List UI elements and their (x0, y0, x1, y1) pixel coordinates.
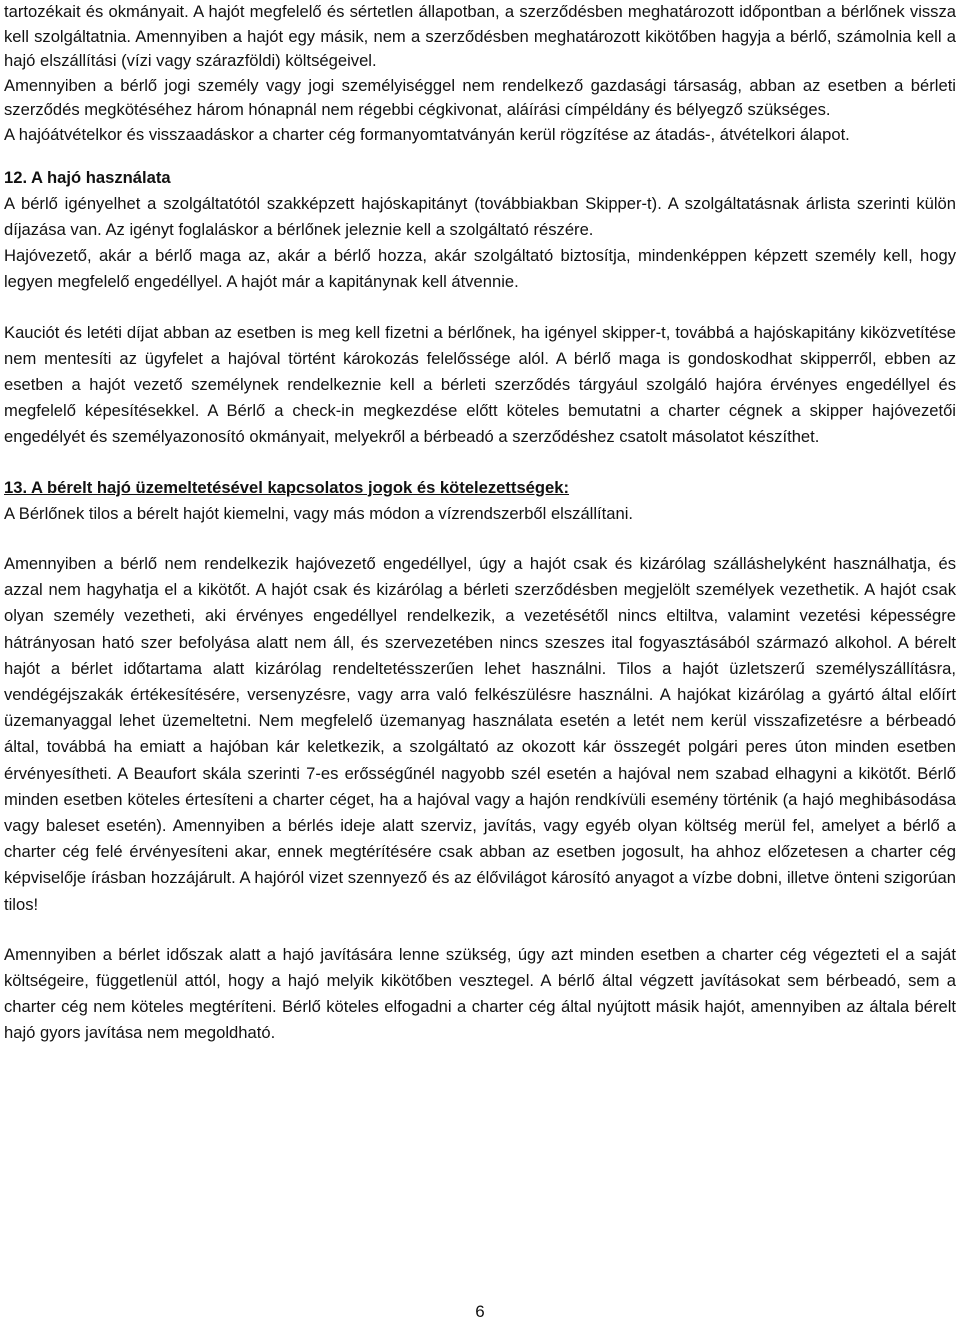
section-13-paragraph: Amennyiben a bérlő nem rendelkezik hajóvezető engedéllyel, úgy a hajót csak és kizárólag szálláshelyként használhatja, és azzal nem hagyhatja el a kikötőt. A hajót csak és kizárólag a bérleti szerződésben megjelölt személyek vezethetik. A hajót csak olyan személy vezetheti, aki érvényes engedéllyel rendelkezik, a vezetésétől nincs eltiltva, valamint vezetési képességre hátrányosan ható szer befolyása alatt nem áll, és szervezetében nincs szeszes ital fogyasztásából származó alkohol. A bérelt hajót a bérlet időtartama alatt kizárólag rendeltetésszerűen lehet használni. Tilos a hajót üzletszerű személyszállításra, vendégéjszakák értékesítésére, versenyzésre, vagy arra való felkészülésre használni. A hajókat kizárólag a gyártó által előírt üzemanyaggal lehet üzemeltetni. Nem megfelelő üzemanyag használata esetén a letét nem kerül visszafizetésre a bérbeadó által, továbbá ha emiatt a hajóban kár keletkezik, a szolgáltató az okozott kár összegét polgári peres úton minden esetben érvényesítheti. A Beaufort skála szerinti 7-es erősségűnél nagyobb szél esetén a hajóval nem szabad elhagyni a kikötőt. Bérlő minden esetben köteles értesíteni a charter céget, ha a hajóval vagy a hajón rendkívüli esemény történik (a hajó meghibásodása vagy baleset esetén). Amennyiben a bérlés ideje alatt szerviz, javítás, vagy egyéb olyan költség merül fel, amelyet a bérlő a charter cég felé érvényesíteni akar, ennek megtérítésére csak abban az esetben jogosult, ha ahhoz előzetesen a charter cég képviselője írásban hozzájárult. A hajóról vizet szennyező és az élővilágot károsító anyagot a vízbe dobni, illetve önteni szigorúan tilos! (4, 554, 956, 914)
section-12-heading: 12. A hajó használata (4, 167, 171, 187)
intro-paragraph: tartozékait és okmányait. A hajót megfelelő és sértetlen állapotban, a szerződésben meghatározott időpontban a bérlőnek vissza kell szolgáltatnia. Amennyiben a hajót egy másik, nem a szerződésben meghatározott kikötőben hagyja a bérlő, számolnia kell a hajó elszállítási (vízi vagy szárazföldi) költségeivel. (4, 2, 956, 71)
section-12-paragraph: Hajóvezető, akár a bérlő maga az, akár a bérlő hozza, akár szolgáltató biztosítja, mindenképpen képzett személy kell, hogy legyen megfelelő engedéllyel. A hajót már a kapitánynak kell átvennie. (4, 246, 956, 292)
intro-paragraph: A hajóátvételkor és visszaadáskor a charter cég formanyomtatványán kerül rögzítése az átadás-, átvételkori álapot. (4, 124, 850, 144)
section-13-heading: 13. A bérelt hajó üzemeltetésével kapcsolatos jogok és kötelezettségek: (4, 477, 570, 497)
document-page (4, 0, 956, 1047)
spacer (4, 296, 956, 320)
spacer (4, 918, 956, 942)
section-13-paragraph: A Bérlőnek tilos a bérelt hajót kiemelni, vagy más módon a vízrendszerből elszállítani. (4, 503, 634, 523)
section-12-paragraph: A bérlő igényelhet a szolgáltatótól szakképzett hajóskapitányt (továbbiakban Skipper-t). A szolgáltatásnak árlista szerinti külön díjazása van. Az igényt foglaláskor a bérlőnek jeleznie kell a szolgáltató részére. (4, 193, 956, 239)
section-12-paragraph: Kauciót és letéti díjat abban az esetben is meg kell fizetni a bérlőnek, ha igényel skipper-t, továbbá a hajóskapitány kiközvetítése nem mentesíti az ügyfelet a hajóval történt károkozás felelőssége alól. A bérlő maga is gondoskodhat skipperről, ebben az esetben a hajót vezető személynek rendelkeznie kell a bérleti szerződés tárgyául szolgáló hajóra érvényes engedéllyel és megfelelő képesítésekkel. A Bérlő a check-in megkezdése előtt köteles bemutatni a charter cégnek a skipper hajóvezetői engedélyét és személyazonosító okmányait, melyekről a bérbeadó a szerződéshez csatolt másolatot készíthet. (4, 322, 956, 447)
spacer (4, 451, 956, 475)
spacer (4, 527, 956, 551)
spacer (4, 148, 956, 165)
page-number: 6 (475, 1302, 485, 1321)
section-13-paragraph: Amennyiben a bérlet időszak alatt a hajó javítására lenne szükség, úgy azt minden esetben a charter cég végezteti el a saját költségeire, függetlenül attól, hogy a hajó melyik kikötőben vesztegel. A bérlő által végzett javításokat sem bérbeadó, sem a charter cég nem köteles megtéríteni. Bérlő köteles elfogadni a charter cég által nyújtott másik hajót, amennyiben az általa bérelt hajó gyors javítása nem megoldható. (4, 944, 956, 1043)
intro-paragraph: Amennyiben a bérlő jogi személy vagy jogi személyiséggel nem rendelkező gazdasági társaság, abban az esetben a bérleti szerződés megkötéséhez három hónapnál nem régebbi cégkivonat, aláírási címpéldány és bélyegző szükséges. (4, 75, 956, 120)
